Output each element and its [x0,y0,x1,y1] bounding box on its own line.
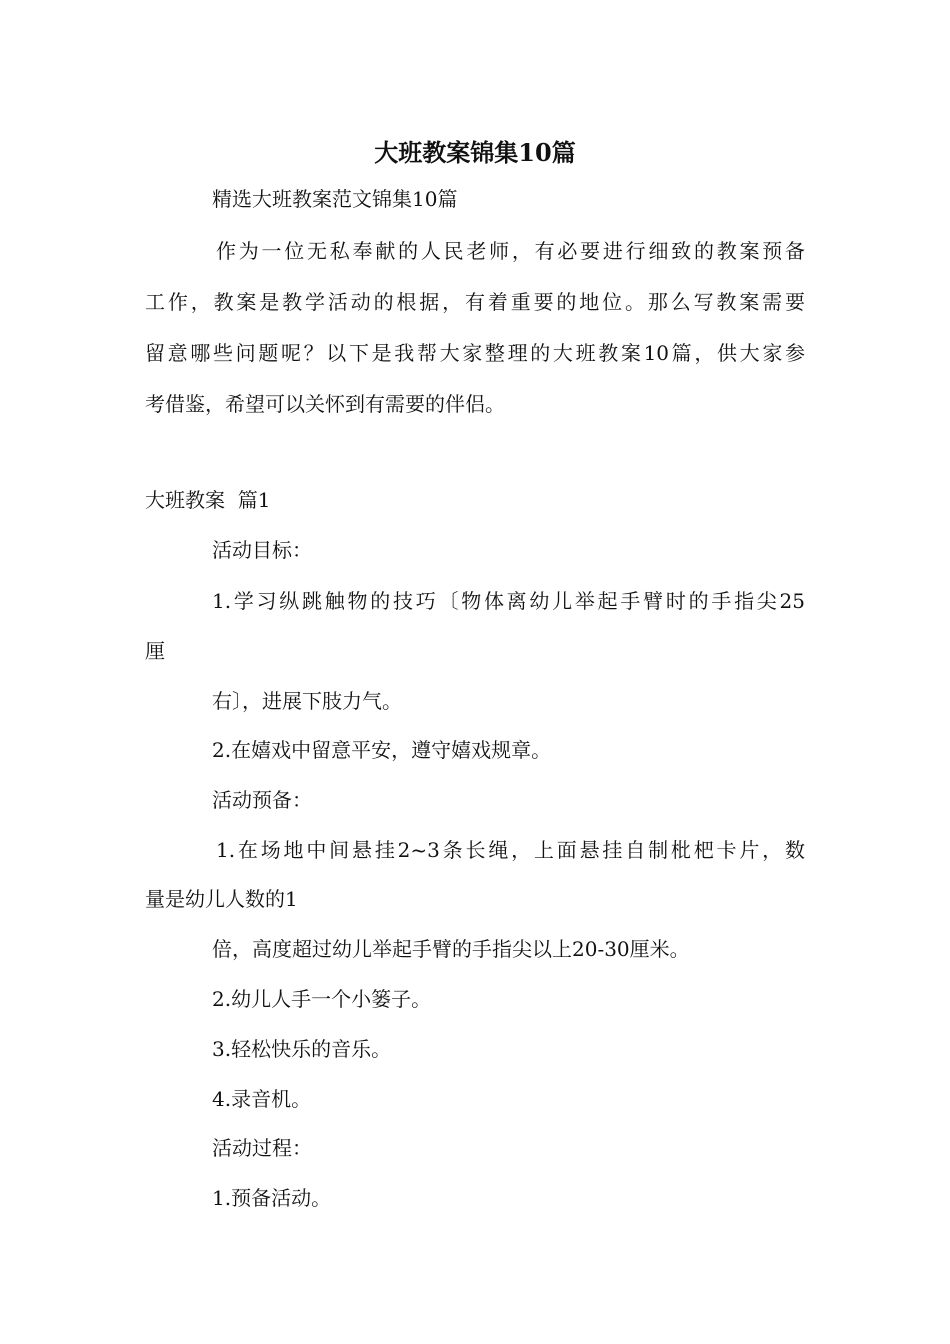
prep-2: 2.幼儿人手一个小篓子。 [212,987,432,1011]
document-subtitle: 精选大班教案范文锦集10篇 [212,187,458,211]
intro-line-4: 考借鉴，希望可以关怀到有需要的伴侣。 [145,392,505,416]
goal-2: 2.在嬉戏中留意平安，遵守嬉戏规章。 [212,738,552,762]
goals-heading: 活动目标： [212,538,312,562]
process-heading: 活动过程： [212,1136,312,1160]
prep-heading: 活动预备： [212,788,312,812]
prep-3: 3.轻松快乐的音乐。 [212,1037,392,1061]
goal-1-line-1: 1.学习纵跳触物的技巧〔物体离幼儿举起手臂时的手指尖25 [212,589,805,613]
prep-1-line-2: 量是幼儿人数的1 [145,887,298,911]
goal-1-line-3: 右〕，进展下肢力气。 [212,689,402,713]
intro-line-1: 作为一位无私奉献的人民老师，有必要进行细致的教案预备 [216,239,805,263]
document-title: 大班教案锦集10篇 [374,138,576,167]
prep-1-line-1: 1.在场地中间悬挂2~3条长绳，上面悬挂自制枇杷卡片，数 [216,838,805,862]
process-1: 1.预备活动。 [212,1186,332,1210]
section-heading: 大班教案 篇1 [145,488,271,512]
intro-line-3: 留意哪些问题呢？以下是我帮大家整理的大班教案10篇，供大家参 [145,341,805,365]
prep-1-line-3: 倍，高度超过幼儿举起手臂的手指尖以上20-30厘米。 [212,937,690,961]
intro-line-2: 工作，教案是教学活动的根据，有着重要的地位。那么写教案需要 [145,290,805,314]
prep-4: 4.录音机。 [212,1087,312,1111]
goal-1-line-2: 厘 [145,639,165,663]
